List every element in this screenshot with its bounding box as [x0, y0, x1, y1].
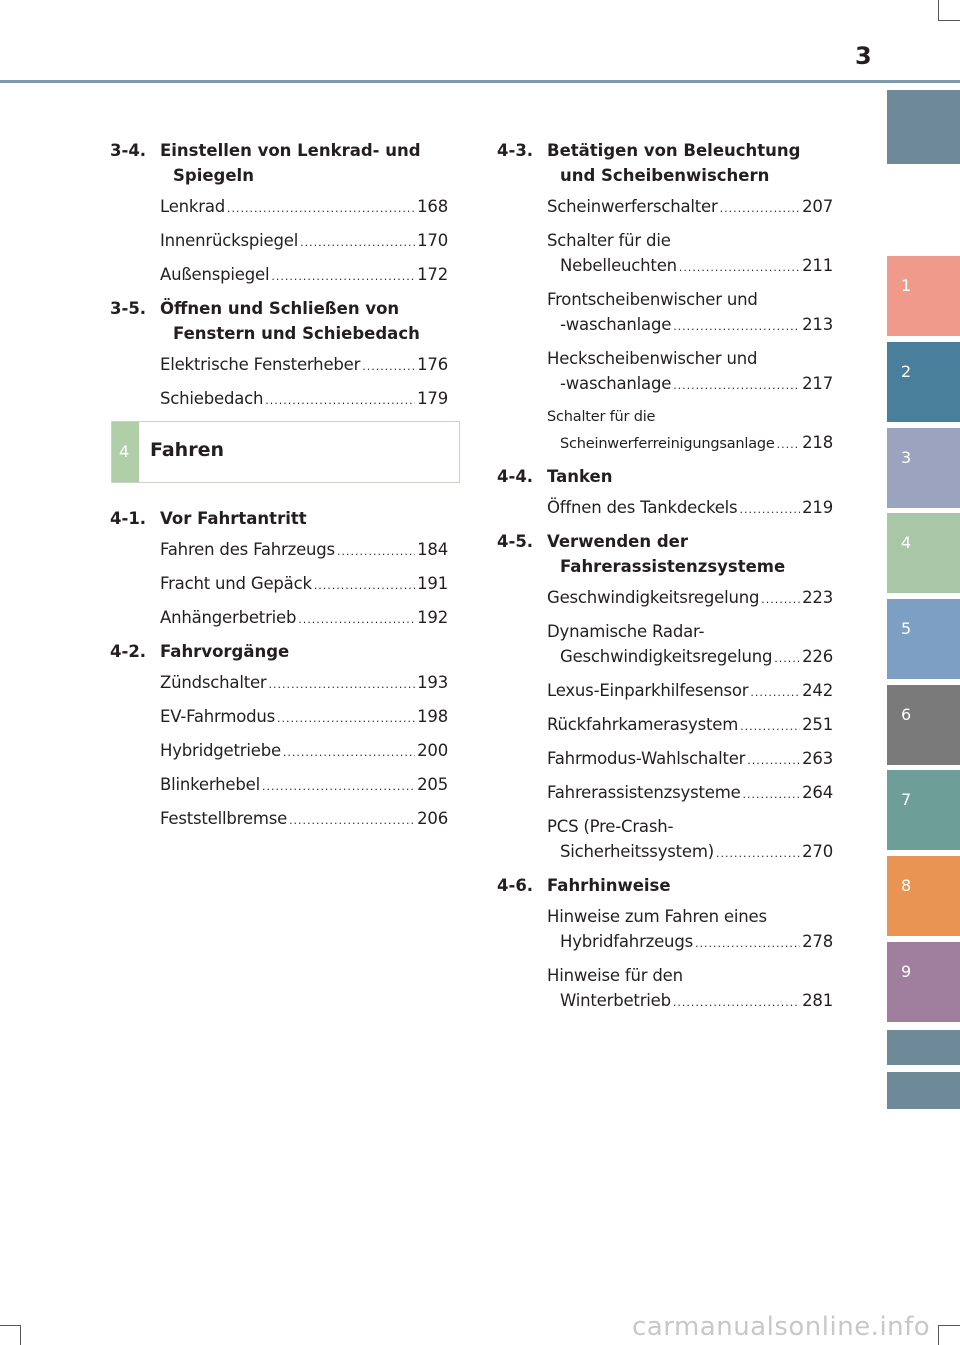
toc-entry[interactable]: Schalter für die Scheinwerferreinigungsanlage ..... 218	[547, 405, 833, 457]
section-heading	[497, 138, 833, 188]
section-title: Vor Fahrtantritt	[160, 509, 307, 528]
toc-entry[interactable]: Frontscheibenwischer und -waschanlage ..... 213	[547, 287, 833, 339]
toc-entry[interactable]: PCS (Pre-Crash- Sicherheitssystem) ..... 270	[547, 814, 833, 866]
section-number: 4-1.	[110, 509, 147, 528]
section-title: Fahrhinweise	[547, 876, 671, 895]
section-title: Einstellen von Lenkrad- und Spiegeln	[160, 141, 421, 185]
chapter-tab-2[interactable]: 2	[887, 342, 960, 422]
page-number: 3	[855, 42, 872, 70]
chapter-tab-6[interactable]: 6	[887, 685, 960, 765]
chapter-tab-blank[interactable]	[887, 1072, 960, 1109]
chapter-header	[111, 421, 460, 483]
section-title: Tanken	[547, 467, 613, 486]
crop-mark	[20, 1325, 21, 1345]
toc-left-column-lower	[110, 506, 448, 840]
section-heading	[110, 296, 448, 346]
toc-entry[interactable]: Scheinwerferschalter ..... 207	[547, 194, 833, 221]
chapter-tab-8[interactable]: 8	[887, 856, 960, 936]
section-number: 4-2.	[110, 642, 147, 661]
chapter-tab-9[interactable]: 9	[887, 942, 960, 1022]
chapter-tab-3[interactable]: 3	[887, 428, 960, 508]
toc-entry[interactable]: Lenkrad ..... 168	[160, 194, 448, 221]
toc-entry[interactable]: Feststellbremse ..... 206	[160, 806, 448, 833]
toc-entry[interactable]: Fahrmodus-Wahlschalter ..... 263	[547, 746, 833, 773]
chapter-number: 4	[112, 422, 139, 482]
header-rule	[0, 80, 960, 83]
toc-entry[interactable]: Hinweise zum Fahren eines Hybridfahrzeugs ..... 278	[547, 904, 833, 956]
chapter-tab-4[interactable]: 4	[887, 513, 960, 593]
toc-entry[interactable]: Hinweise für den Winterbetrieb ..... 281	[547, 963, 833, 1015]
toc-entry[interactable]: Innenrückspiegel ..... 170	[160, 228, 448, 255]
section-heading	[110, 138, 448, 188]
chapter-tab-7[interactable]: 7	[887, 770, 960, 850]
crop-mark	[938, 0, 939, 20]
section-heading	[497, 529, 833, 579]
section-heading	[497, 873, 833, 898]
watermark: carmanualsonline.info	[632, 1312, 931, 1342]
toc-entry[interactable]: Schiebedach ..... 179	[160, 386, 448, 413]
toc-entry[interactable]: Blinkerhebel ..... 205	[160, 772, 448, 799]
toc-entry[interactable]: Fahren des Fahrzeugs ..... 184	[160, 537, 448, 564]
toc-left-column	[110, 138, 448, 420]
toc-entry[interactable]: Hybridgetriebe ..... 200	[160, 738, 448, 765]
section-heading	[110, 506, 448, 531]
chapter-tab-blank[interactable]	[887, 90, 960, 164]
chapter-tab-5[interactable]: 5	[887, 599, 960, 679]
section-number: 4-5.	[497, 532, 534, 551]
toc-entry[interactable]: Außenspiegel ..... 172	[160, 262, 448, 289]
crop-mark	[938, 20, 960, 21]
section-number: 3-5.	[110, 299, 147, 318]
toc-entry[interactable]: EV-Fahrmodus ..... 198	[160, 704, 448, 731]
toc-entry[interactable]: Lexus-Einparkhilfesensor ..... 242	[547, 678, 833, 705]
section-number: 4-3.	[497, 141, 534, 160]
section-number: 4-4.	[497, 467, 534, 486]
toc-right-column	[497, 138, 833, 1022]
section-number: 4-6.	[497, 876, 534, 895]
crop-mark	[938, 1325, 960, 1326]
crop-mark	[0, 1325, 20, 1326]
toc-entry[interactable]: Elektrische Fensterheber ..... 176	[160, 352, 448, 379]
toc-entry[interactable]: Rückfahrkamerasystem ..... 251	[547, 712, 833, 739]
toc-entry[interactable]: Zündschalter ..... 193	[160, 670, 448, 697]
section-number: 3-4.	[110, 141, 147, 160]
toc-entry[interactable]: Dynamische Radar- Geschwindigkeitsregelung ..... 226	[547, 619, 833, 671]
section-heading	[497, 464, 833, 489]
section-title: Öffnen und Schließen von Fenstern und Schiebedach	[160, 299, 420, 343]
toc-entry[interactable]: Schalter für die Nebelleuchten ..... 211	[547, 228, 833, 280]
section-heading	[110, 639, 448, 664]
chapter-tab-blank[interactable]	[887, 1030, 960, 1065]
section-title: Verwenden der Fahrerassistenzsysteme	[547, 532, 786, 576]
toc-entry[interactable]: Fahrerassistenzsysteme ..... 264	[547, 780, 833, 807]
toc-entry[interactable]: Öffnen des Tankdeckels ..... 219	[547, 495, 833, 522]
toc-entry[interactable]: Heckscheibenwischer und -waschanlage ..... 217	[547, 346, 833, 398]
section-title: Fahrvorgänge	[160, 642, 290, 661]
crop-mark	[938, 1325, 939, 1345]
toc-entry[interactable]: Geschwindigkeitsregelung ..... 223	[547, 585, 833, 612]
section-title: Betätigen von Beleuchtung und Scheibenwischern	[547, 141, 801, 185]
chapter-tab-1[interactable]: 1	[887, 256, 960, 336]
chapter-title: Fahren	[150, 439, 224, 461]
toc-entry[interactable]: Fracht und Gepäck ..... 191	[160, 571, 448, 598]
toc-entry[interactable]: Anhängerbetrieb ..... 192	[160, 605, 448, 632]
